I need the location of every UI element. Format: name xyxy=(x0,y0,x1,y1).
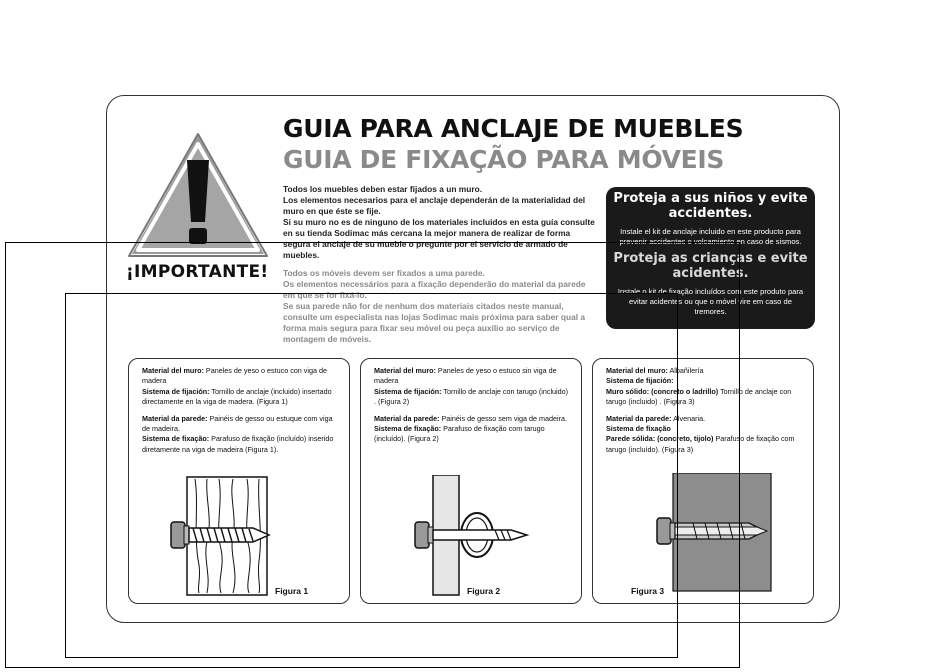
panel-drywall xyxy=(360,358,582,604)
intro-es-line: Si su muro no es de ninguno de los materiales incluidos en esta guía consulte en su tienda Sodimac más cercana la mejor manera de realizar de forma segura el anclaje de su mueble o pregunte por el servicio de armado de muebles. xyxy=(283,217,595,260)
figure-1-illustration xyxy=(155,475,315,597)
text: Parafuso de fixação com tarugo (incluído). (Figura 2) xyxy=(374,424,545,444)
label: Sistema de fixação: xyxy=(374,424,442,434)
intro-es-line: Los elementos necesarios para el anclaje dependerán de la materialidad del muro en que éste se fije. xyxy=(283,195,586,216)
label: Material del muro: xyxy=(374,366,436,375)
label: Sistema de fixação: xyxy=(142,434,210,444)
intro-es xyxy=(283,184,595,261)
intro-pt-line: Os elementos necessários para a fixação dependerão do material da parede em que se for fixá-lo. xyxy=(283,279,586,300)
warning-text-es: Instale el kit de anclaje incluido en este producto para prevenir accidentes o volcamiento en caso de sismos. xyxy=(619,227,802,246)
text: Painéis de gesso ou estuque com viga de madeira. xyxy=(142,413,333,434)
text: Tornillo de anclaje con tarugo (incluido) . (Figura 2) xyxy=(374,386,569,407)
intro-pt-line: Todos os móveis devem ser fixados a uma parede. xyxy=(283,268,485,278)
intro-pt-line: Se sua parede não for de nenhum dos materiais citados neste manual, consulte um especialista nas lojas Sodimac mais próxima para saber qual a forma mais segura para fixar seu móvel ou peça auxílio ao serviço de montagem de móveis. xyxy=(283,301,586,344)
label: Sistema de fijación: xyxy=(142,386,210,396)
label: Material del muro: xyxy=(606,366,668,375)
label: Material da parede: xyxy=(606,413,672,423)
label: Sistema de fixação xyxy=(606,424,671,434)
title-pt: GUIA DE FIXAÇÃO PARA MÓVEIS xyxy=(283,145,725,174)
figure-3-label: Figura 3 xyxy=(631,586,665,596)
warning-heading-es: Proteja a sus niños y evite accidentes. xyxy=(613,191,808,221)
label: Parede sólida: (concreto, tijolo) xyxy=(606,434,714,444)
text: Albañilería xyxy=(669,366,704,375)
importante-label: ¡IMPORTANTE! xyxy=(126,262,269,282)
intro-pt xyxy=(283,268,595,345)
figure-1-label: Figura 1 xyxy=(275,586,309,596)
label: Sistema de fijación: xyxy=(374,386,442,396)
text: Alvenaria. xyxy=(673,413,706,423)
text: Paneles de yeso o estuco con viga de madera xyxy=(142,366,327,386)
warning-text-pt: Instale o kit de fixação incluídos com este produto para evitar acidentes ou que o móvel vire em caso de tremores. xyxy=(617,287,804,316)
text: Paneles de yeso o estuco sin viga de madera xyxy=(374,366,557,386)
figure-2-label: Figura 2 xyxy=(467,586,501,596)
panel-masonry xyxy=(592,358,814,604)
label: Material del muro: xyxy=(142,366,204,375)
panel-wood-beam xyxy=(128,358,350,604)
warning-heading-pt: Proteja as crianças e evite acidentes. xyxy=(613,251,808,281)
text: Parafuso de fixação com tarugo (incluído). (Figura 3) xyxy=(606,434,795,454)
text: Parafuso de fixação (incluído) inserido diretamente na viga de madeira (Figura 1). xyxy=(142,434,334,454)
text: Tornillo de anclaje con tarugo (incluido) . (Figura 3) xyxy=(606,386,792,407)
warning-box xyxy=(606,187,815,329)
warning-icon xyxy=(126,130,270,262)
text: Painéis de gesso sem viga de madeira. xyxy=(441,413,567,423)
title-es: GUIA PARA ANCLAJE DE MUEBLES xyxy=(283,114,744,143)
text: Tornillo de anclaje (incluido) insertado directamente en la viga de madera. (Figura 1) xyxy=(142,386,332,407)
label: Sistema de fijación: xyxy=(606,376,674,386)
intro-es-line: Todos los muebles deben estar fijados a un muro. xyxy=(283,184,483,194)
label: Material da parede: xyxy=(374,413,440,423)
figure-3-illustration xyxy=(653,473,777,597)
figure-2-illustration xyxy=(411,475,541,597)
label: Muro sólido: (concreto o ladrillo) xyxy=(606,386,719,396)
label: Material da parede: xyxy=(142,413,208,423)
